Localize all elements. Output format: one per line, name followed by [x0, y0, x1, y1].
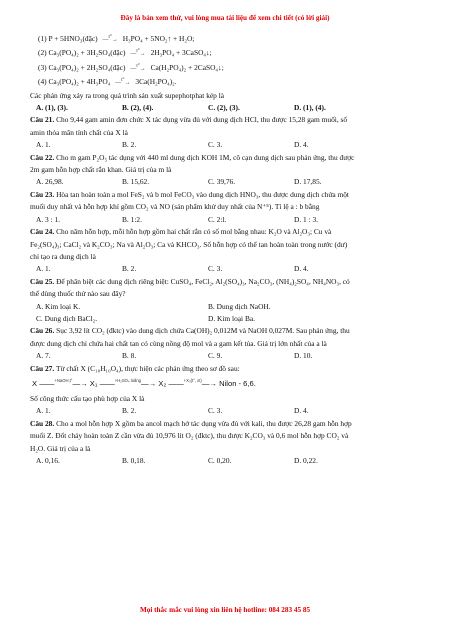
option-b: B. 15,62. [122, 177, 150, 187]
option-a: A. 1. [36, 264, 51, 274]
question-text-cont: muối Z. Đốt cháy hoàn toàn Z cần vừa đủ 10,976 lít O₂ (đktc), thu được K₂CO₃ và 0,6 mol hỗn hợp CO₂ và [30, 431, 349, 441]
document-body [30, 32, 428, 467]
option-c: C. (2), (3). [208, 103, 240, 113]
question-text: Sục 3,92 lít CO₂ (đktc) vào dung dịch chứa Ca(OH)₂ 0,012M và NaOH 0,027M. Sau phản ứng, thu [56, 326, 350, 336]
reaction-condition: t° [108, 35, 112, 40]
scheme-compound-x: X [32, 378, 38, 388]
question-label: Câu 24. [30, 227, 55, 237]
scheme-arrow-icon: ——$^{+NaOH,t^\circ}$—→ [39, 377, 88, 388]
question-text: Cho 9,44 gam amin đơn chức X tác dụng vừa đủ với dung dịch HCl, thu được 15,28 gam muối, số [56, 115, 348, 125]
reaction-arrow-icon: —$^{t^\circ}$→ [102, 35, 118, 43]
reaction-lhs: (1) P + 5HNO₃(đặc) [38, 34, 98, 43]
reaction-lhs: (3) Ca₃(PO₄)₂ + 2H₂SO₄(đặc) [38, 62, 126, 72]
option-a: A. 26,98. [36, 177, 64, 187]
option-b: B. 2. [122, 140, 137, 150]
question-label: Câu 25. [30, 276, 55, 286]
preview-notice: Đây là bản xem thử, vui lòng mua tài liệu để xem chi tiết (có lời giải) [120, 14, 330, 22]
option-c: C. 2:l. [208, 214, 227, 224]
question-text-cont: 2m gam hỗn hợp chất rắn khan. Giá trị của m là [30, 165, 172, 175]
reaction-lhs: (4) Ca₃(PO₄)₂ + 4H₃PO₄ [38, 77, 111, 87]
question-26 [30, 325, 428, 337]
option-c: C. 3. [208, 406, 223, 416]
reaction-arrow-icon: —$^{t^\circ}$→ [130, 63, 146, 72]
option-d: D. Kim loại Ba. [208, 313, 256, 323]
option-d: D. 10. [294, 351, 313, 361]
question-text: Hòa tan hoàn toàn a mol FeS₂ và b mol FeCO₃ vào dung dịch HNO₃, thu được dung dịch chứa một [56, 189, 349, 199]
answer-options [30, 301, 428, 313]
question-label: Câu 22. [30, 152, 55, 162]
reaction-rhs: 3Ca(H₂PO₄)₂. [135, 77, 177, 87]
reaction-rhs: H₃PO₄ + 5NO₂↑ + H₂O; [122, 34, 195, 43]
question-22 [30, 152, 428, 164]
scheme-arrow-icon: ——$^{+H_2SO_4 loãng}$—→ [99, 377, 157, 388]
option-a: A. 1. [36, 406, 51, 416]
question-text-cont: muối duy nhất và hỗn hợp khí gồm CO₂ và NO (sản phẩm khử duy nhất của N⁺⁵). Tỉ lệ a : b bằng [30, 202, 320, 212]
answer-options [30, 455, 428, 467]
question-text-cont: Số công thức cấu tạo phù hợp của X là [30, 393, 145, 403]
reaction-rhs: 2H₃PO₄ + 3CaSO₄↓; [150, 48, 212, 58]
question-text-cont: được dung dịch chỉ chứa hai chất tan có cùng nồng độ mol và a gam kết tủa. Giá trị lớn nhất của a là [30, 338, 327, 348]
reaction-4 [30, 75, 428, 89]
question-label: Câu 21. [30, 115, 55, 125]
option-b: B. 0,18. [122, 456, 146, 465]
option-c: C. Dung dịch BaCl₂. [36, 313, 98, 323]
scheme-product: Nilon - 6,6. [219, 378, 256, 388]
option-b: B. Dung dịch NaOH. [208, 301, 271, 311]
option-a: A. (1), (3). [36, 103, 68, 113]
reaction-condition: t° [121, 78, 125, 84]
option-c: C. 39,76. [208, 177, 236, 187]
answer-options [30, 102, 428, 114]
answer-options [30, 263, 428, 275]
question-text-cont: amin thỏa mãn tính chất của X là [30, 127, 128, 137]
option-b: B. 8. [122, 351, 137, 361]
answer-options [30, 313, 428, 325]
question-24 [30, 226, 428, 238]
scheme-step-label: +NaOH,t° [54, 377, 73, 383]
answer-options [30, 350, 428, 362]
question-text-cont: chỉ tạo ra dung dịch là [30, 251, 96, 261]
option-a: A. 7. [36, 351, 51, 361]
reaction-3 [30, 61, 428, 75]
question-25 [30, 276, 428, 288]
answer-options [30, 139, 428, 151]
option-d: D. 4. [294, 406, 309, 416]
reaction-2 [30, 46, 428, 60]
scheme-step-label: +H₂SO₄ loãng [114, 377, 142, 383]
option-c: C. 9. [208, 351, 223, 361]
question-text: Để phân biệt các dung dịch riêng biệt: CuSO₄, FeCl₂, Al₂(SO₄)₃, Na₂CO₃, (NH₄)₂SO₄, NH₄NO₃, có [56, 276, 350, 286]
reaction-condition: t° [136, 49, 140, 55]
question-label: Câu 28. [30, 418, 55, 428]
question-text-cont: H₂O. Giá trị của a là [30, 443, 91, 453]
option-b: B. 1:2. [122, 214, 142, 224]
option-a: A. Kim loại K. [36, 301, 81, 311]
question-text: Cho a mol hỗn hợp X gồm ba ancol mạch hở tác dụng vừa đủ với kali, thu được 26,28 gam hỗn hợp [56, 418, 352, 428]
question-28 [30, 418, 428, 430]
option-a: A. 1. [36, 140, 51, 150]
answer-options [30, 405, 428, 417]
option-a: A. 0,16. [36, 456, 60, 465]
option-d: D. 0,22. [294, 456, 318, 465]
question-text-cont: Fe₂(SO₄)₃; CaCl₂ và K₂CO₃; Na và Al₂O₃; Ca và KHCO₃. Số hỗn hợp có thể tan hoàn toàn trong nước (dư) [30, 239, 348, 249]
answer-options [30, 214, 428, 226]
answer-options [30, 176, 428, 188]
question-text: Từ chất X (C₁₀H₁₀O₄), thực hiện các phản ứng theo sơ đồ sau: [55, 363, 240, 373]
reaction-rhs: Ca(H₂PO₄)₂ + 2CaSO₄↓; [150, 62, 224, 72]
scheme-compound-x1: X₁ [89, 378, 98, 388]
scheme-compound-x2: X₂ [158, 378, 167, 388]
option-c: C. 0,20. [208, 456, 232, 465]
option-b: B. 2. [122, 406, 137, 416]
question-prompt: Các phản ứng xảy ra trong quá trình sản xuất supephotphat kép là [30, 90, 225, 100]
question-label: Câu 26. [30, 326, 55, 336]
reaction-lhs: (2) Ca₃(PO₄)₂ + 3H₂SO₄(đặc) [38, 48, 126, 58]
question-text: Cho m gam P₂O₅ tác dụng với 440 ml dung dịch KOH 1M, cô cạn dung dịch sau phản ứng, thu được [56, 152, 355, 162]
scheme-arrow-icon: ——$^{+X_3(t^\circ, xt)}$—→ [168, 377, 217, 388]
option-d: D. (1), (4). [294, 103, 326, 113]
option-c: C. 3. [208, 264, 223, 274]
hotline-notice: Mọi thắc mắc vui lòng xin liên hệ hotline: 084 283 45 85 [139, 606, 311, 614]
option-d: D. 4. [294, 264, 309, 274]
question-23 [30, 189, 428, 201]
option-c: C. 3. [208, 140, 223, 150]
question-text: Cho năm hỗn hợp, mỗi hỗn hợp gồm hai chất rắn có số mol bằng nhau: K₂O và Al₂O₃; Cu và [56, 227, 332, 237]
question-21 [30, 114, 428, 126]
reaction-scheme [30, 375, 428, 393]
question-label: Câu 23. [30, 189, 55, 199]
option-d: D. 17,85. [294, 177, 322, 187]
option-a: A. 3 : 1. [36, 214, 61, 224]
reaction-condition: t° [136, 63, 140, 69]
reaction-arrow-icon: —$^{t^\circ}$→ [130, 49, 146, 58]
option-d: D. 1 : 3. [294, 214, 319, 224]
question-27 [30, 363, 428, 375]
option-b: B. (2), (4). [122, 103, 154, 113]
reaction-1 [30, 32, 428, 46]
question-label: Câu 27. [30, 363, 55, 373]
scheme-step-label: +X₃(t°, xt) [183, 377, 202, 383]
question-text-cont: thể dùng thuốc thử nào sau đây? [30, 289, 126, 299]
option-b: B. 2. [122, 264, 137, 274]
reaction-arrow-icon: —$^{t^\circ}$→ [115, 78, 131, 87]
option-d: D. 4. [294, 140, 309, 150]
